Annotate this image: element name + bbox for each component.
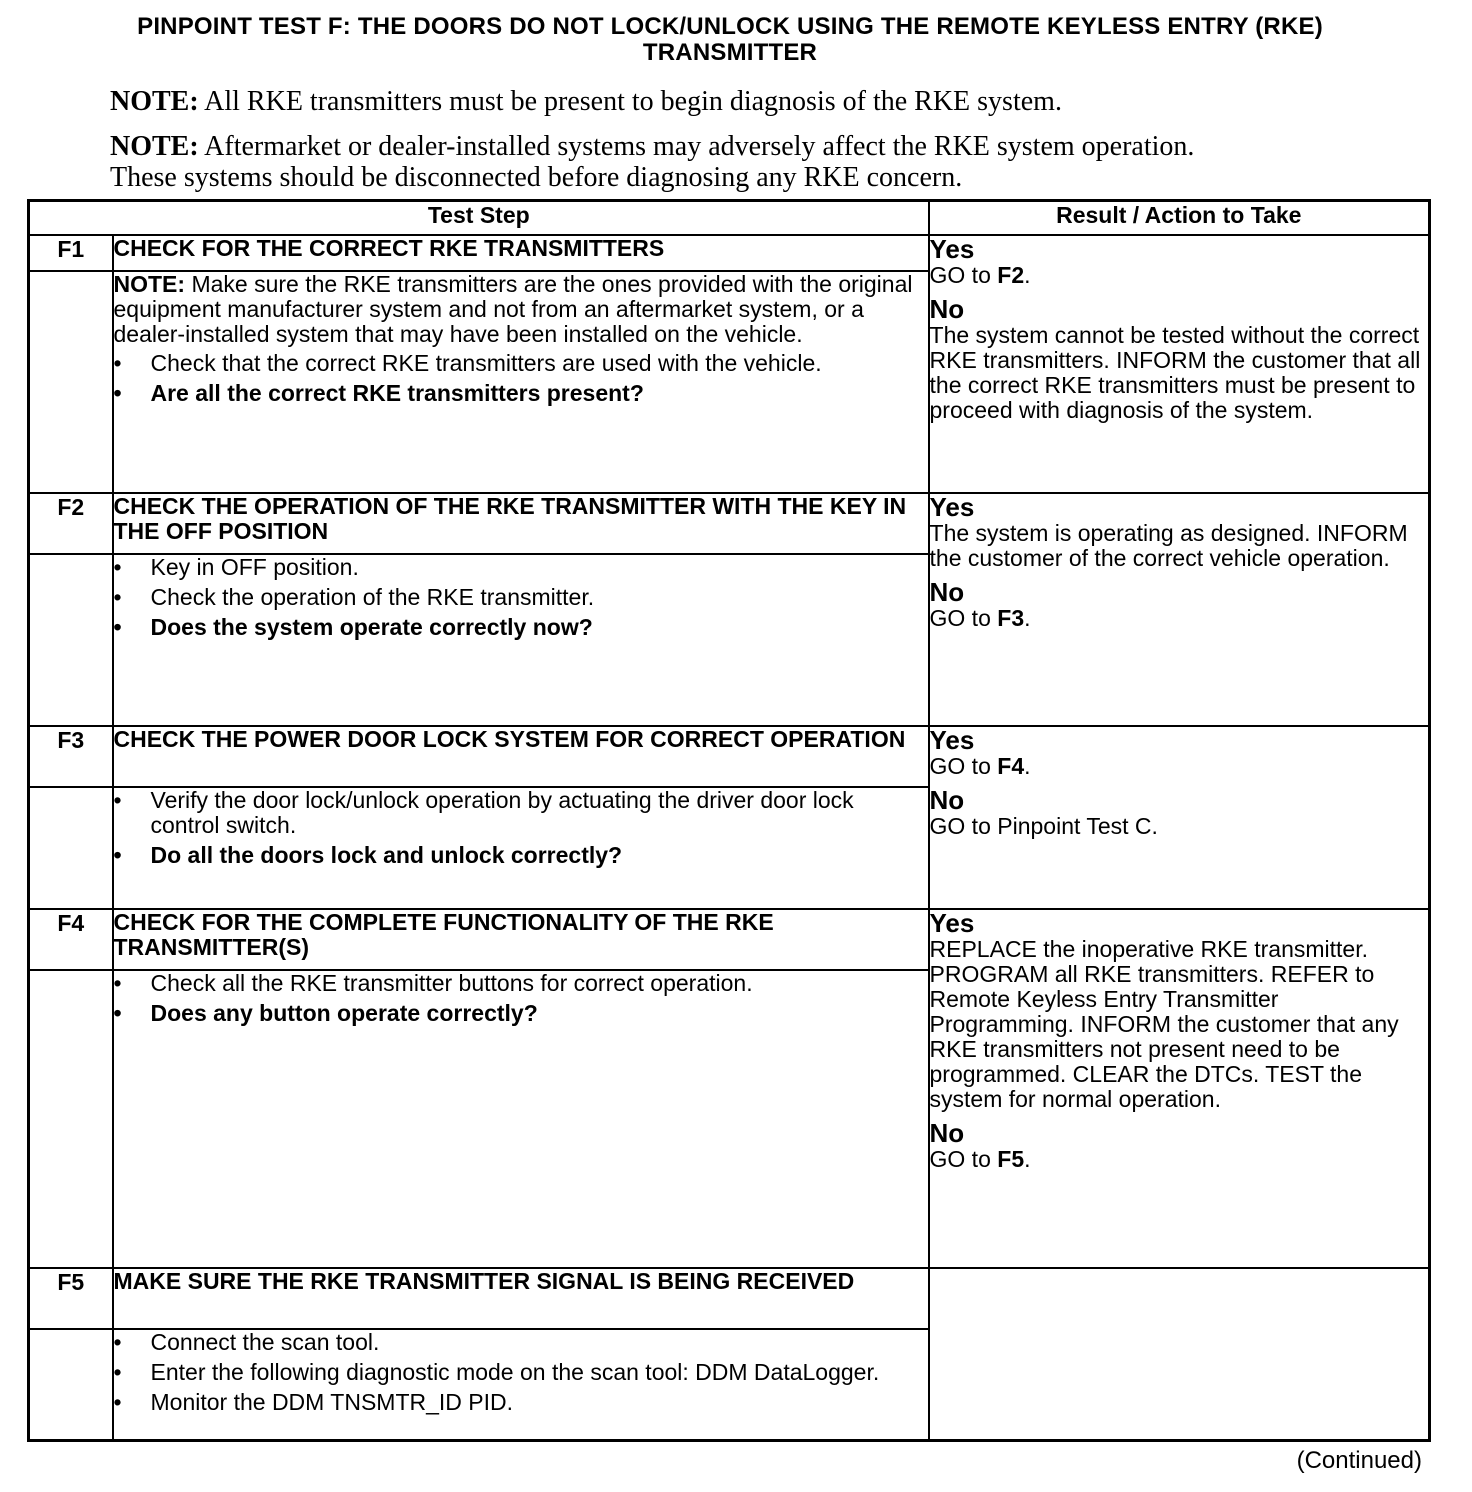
yes-action: GO to F2. <box>929 261 1031 288</box>
note-all-transmitters <box>110 86 1220 117</box>
step-heading: CHECK FOR THE COMPLETE FUNCTIONALITY OF THE RKE TRANSMITTER(S) <box>113 909 929 970</box>
step-result <box>929 235 1430 493</box>
bullet-question: • Are all the correct RKE transmitters present? <box>114 381 928 406</box>
step-id-spacer <box>29 970 113 1268</box>
step-result <box>929 493 1430 726</box>
yes-action: REPLACE the inoperative RKE transmitter. PROGRAM all RKE transmitters. REFER to Remote Keyless Entry Transmitter Programming. INFORM the customer that any RKE transmitters not present need to be programmed. CLEAR the DTCs. TEST the system for normal operation. <box>929 935 1399 1112</box>
no-action: GO to Pinpoint Test C. <box>929 812 1158 839</box>
yes-label: Yes <box>929 491 975 522</box>
step-result <box>929 726 1430 909</box>
yes-label: Yes <box>929 233 975 264</box>
continued-label: (Continued) <box>1296 1447 1422 1474</box>
note-text: All RKE transmitters must be present to begin diagnosis of the RKE system. <box>204 86 1062 117</box>
bullet-item: • Key in OFF position. <box>114 555 928 580</box>
header-result-action: Result / Action to Take <box>929 201 1430 235</box>
no-action: GO to F3. <box>929 604 1031 631</box>
step-id-spacer <box>29 554 113 726</box>
no-label: No <box>929 784 965 815</box>
step-body <box>113 970 929 1268</box>
yes-label: Yes <box>929 907 975 938</box>
header-test-step: Test Step <box>29 201 929 235</box>
step-id: F5 <box>29 1268 113 1329</box>
note-aftermarket <box>110 131 1220 193</box>
step-id: F3 <box>29 726 113 787</box>
step-heading: CHECK THE POWER DOOR LOCK SYSTEM FOR CORRECT OPERATION <box>113 726 929 787</box>
yes-action: The system is operating as designed. INFORM the customer of the correct vehicle operation. <box>929 519 1408 571</box>
step-result <box>929 909 1430 1268</box>
no-action: The system cannot be tested without the correct RKE transmitters. INFORM the customer that all the correct RKE transmitters must be present to proceed with diagnosis of the system. <box>929 321 1421 423</box>
step-reference: F3 <box>997 604 1025 631</box>
step-result-empty <box>929 1268 1430 1441</box>
title-line-1: PINPOINT TEST F: THE DOORS DO NOT LOCK/UNLOCK USING THE REMOTE KEYLESS ENTRY (RKE) <box>137 13 1323 40</box>
note-label: NOTE: <box>110 131 199 162</box>
step-body <box>113 554 929 726</box>
step-body <box>113 787 929 909</box>
step-heading: CHECK THE OPERATION OF THE RKE TRANSMITTER WITH THE KEY IN THE OFF POSITION <box>113 493 929 554</box>
page-title <box>20 14 1440 66</box>
step-reference: F4 <box>997 752 1025 779</box>
bullet-item: • Check the operation of the RKE transmitter. <box>114 585 928 610</box>
no-label: No <box>929 1117 965 1148</box>
step-note: NOTE: Make sure the RKE transmitters are the ones provided with the original equipment manufacturer system and not from an aftermarket system, or a dealer-installed system that may have been installed on the vehicle. <box>113 270 913 347</box>
bullet-item: • Check all the RKE transmitter buttons for correct operation. <box>114 971 928 996</box>
bullet-question: • Do all the doors lock and unlock correctly? <box>114 843 928 868</box>
step-id-spacer <box>29 271 113 493</box>
yes-action: GO to F4. <box>929 752 1031 779</box>
title-line-2: TRANSMITTER <box>642 39 818 66</box>
step-heading: MAKE SURE THE RKE TRANSMITTER SIGNAL IS BEING RECEIVED <box>113 1268 929 1329</box>
no-label: No <box>929 293 965 324</box>
note-text: Aftermarket or dealer-installed systems may adversely affect the RKE system operation. These systems should be disconnected before diagnosing any RKE concern. <box>110 131 1195 193</box>
no-label: No <box>929 576 965 607</box>
step-id-spacer <box>29 1329 113 1441</box>
bullet-item: • Enter the following diagnostic mode on the scan tool: DDM DataLogger. <box>114 1360 928 1385</box>
note-label: NOTE: <box>110 86 199 117</box>
pinpoint-test-table <box>27 199 1431 1442</box>
step-heading: CHECK FOR THE CORRECT RKE TRANSMITTERS <box>113 235 929 271</box>
yes-label: Yes <box>929 724 975 755</box>
bullet-item: • Check that the correct RKE transmitters are used with the vehicle. <box>114 351 928 376</box>
no-action: GO to F5. <box>929 1145 1031 1172</box>
bullet-question: • Does the system operate correctly now? <box>114 615 928 640</box>
bullet-item: • Connect the scan tool. <box>114 1330 928 1355</box>
step-id-spacer <box>29 787 113 909</box>
step-id: F2 <box>29 493 113 554</box>
bullet-item: • Monitor the DDM TNSMTR_ID PID. <box>114 1390 928 1415</box>
bullet-item: • Verify the door lock/unlock operation by actuating the driver door lock control switch. <box>114 788 928 838</box>
step-reference: F2 <box>997 261 1025 288</box>
step-body <box>113 271 929 493</box>
step-body <box>113 1329 929 1441</box>
step-id: F1 <box>29 235 113 271</box>
step-reference: F5 <box>997 1145 1025 1172</box>
bullet-question: • Does any button operate correctly? <box>114 1001 928 1026</box>
step-id: F4 <box>29 909 113 970</box>
